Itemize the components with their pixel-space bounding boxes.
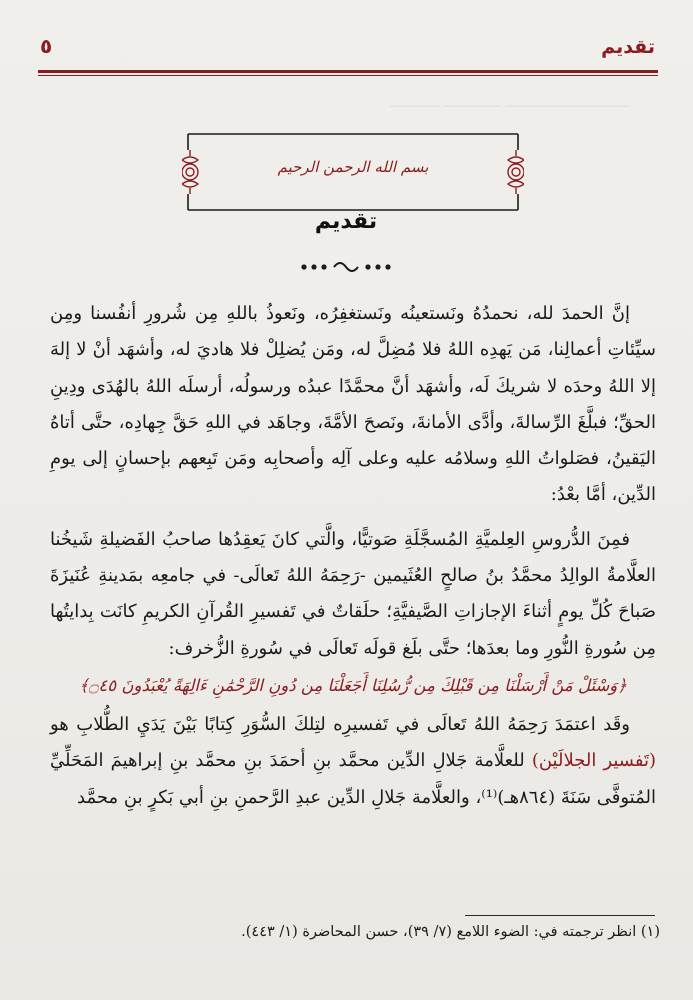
paragraph-text: إنَّ الحمدَ لله، نحمدُهُ ونَستعينُه ونَستغفِرُه، ونَعوذُ باللهِ مِن شُرورِ أنفُسنا ومِن سيِّئاتِ أعمالِنا، مَن يَهدِه اللهُ فلا مُضِلَّ له، ومَن يُضلِلْ فلا هاديَ له، وأشهَد أنْ لا إلهَ إلا اللهُ وحدَه لا شريكَ لَه، وأشهَد أنَّ محمَّدًا عبدُه ورسولُه، أرسلَه اللهُ بالهُدَى ودِينِ الحقِّ؛ فبلَّغَ الرِّسالةَ، وأدَّى الأمانةَ، ونَصحَ الأمَّةَ، وجاهَد في اللهِ حَقَّ جِهادِه، حتَّى أتاهُ اليَقينُ، فصَلواتُ اللهِ وسلامُه عليه وعلى آلِه وأصحابِه ومَن تَبِعهم بإحسانٍ إلى يومِ الدِّين، أمَّا بعْدُ: (50, 303, 656, 506)
body-text (50, 296, 656, 816)
section-title: تقديم (314, 209, 378, 234)
running-head (38, 30, 655, 66)
header-rule-thin (38, 75, 658, 76)
paragraph-text: للعلَّامة جَلالِ الدِّين محمَّد بنِ أحمَدَ بنِ محمَّد بنِ إبراهيمَ المَحَلِّيِّ المُتوفَّى سَنَةَ (٨٦٤هـ)⁽¹⁾، والعلَّامة جَلالِ الدِّين عبدِ الرَّحمنِ بنِ أبي بَكرٍ بنِ محمَّد (50, 750, 656, 808)
paragraph (50, 296, 656, 514)
paragraph-text: فمِنَ الدُّروسِ العِلميَّةِ المُسجَّلَةِ صَوتيًّا، والَّتي كانَ يَعقِدُها صاحبُ الفَضيلةِ شَيخُنا العلَّامةُ الوالِدُ محمَّدُ بنُ صالحٍ العُثَيمين -رَحِمَهُ اللهُ تَعالَى- في جامعِه بمَدينةِ عُنَيزَةَ صَباحَ كُلِّ يومٍ أثناءَ الإجازاتِ الصَّيفيَّةِ؛ حلَقاتٌ في تَفسيرِ القُرآنِ الكريمِ كانَت بِدايتُها مِن سُورةِ النُّورِ وما بعدَها؛ حتَّى بلَغ قولَه تَعالَى في سُورةِ الزُّخرف: (50, 528, 656, 659)
running-head-title: تقديم (601, 36, 655, 58)
basmala: بسم الله الرحمن الرحيم (277, 158, 429, 176)
footnote: (١) انظر ترجمته في: الضوء اللامع (٧/ ٣٩)، حسن المحاضرة (١/ ٤٤٣). (241, 924, 660, 940)
page-number: ٥ (40, 34, 53, 58)
quran-verse: ﴿وَسْئَلْ مَنْ أَرْسَلْنَا مِن قَبْلِكَ مِن رُّسُلِنَا أَجَعَلْنَا مِن دُونِ الرَّحْمَٰنِ ءَالِهَةً يُعْبَدُونَ ۝٤٥﴾ (79, 675, 627, 695)
paragraph (50, 522, 656, 667)
paragraph (50, 707, 656, 816)
paragraph-text: وقَد اعتمَدَ رَحِمَهُ اللهُ تَعالَى في تَفسيرِه لتِلكَ السُّوَرِ كِتابًا بَيْنَ يَدَيِ الطُّلابِ هو (50, 713, 630, 735)
header-rule (38, 70, 658, 73)
divider-ornament-icon (296, 258, 396, 276)
footnote-rule (465, 915, 655, 916)
book-title: (تَفسير الجلالَيْن) (531, 750, 656, 772)
basmala-frame (182, 130, 524, 214)
bleed-through: ـــــــــــــــــــــــــ ـــــــــــ ــــــــــ (390, 92, 630, 112)
